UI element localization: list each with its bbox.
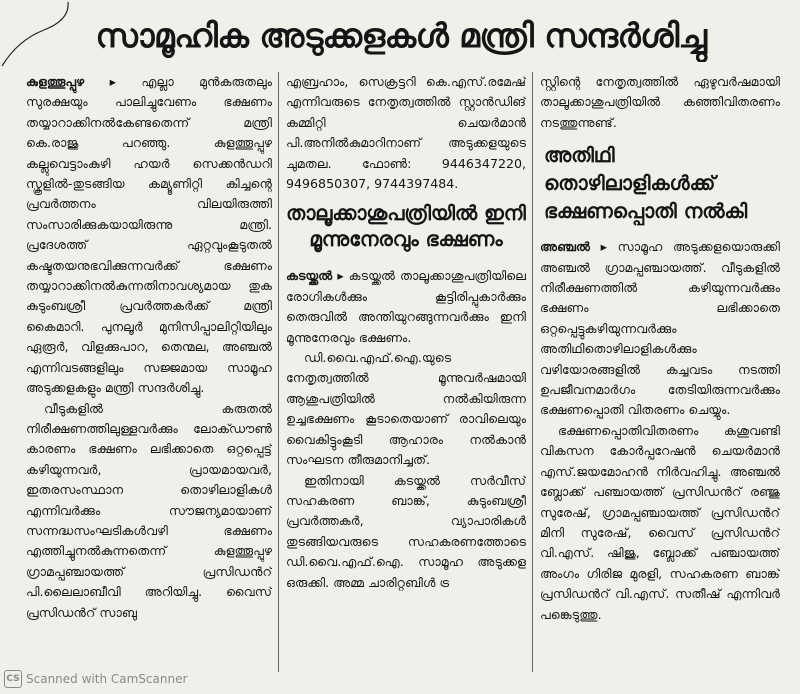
story3-paragraph: ഭക്ഷണപ്പൊതിവിതരണം കശുവണ്ടി വികസന കോർപ്പറേഷൻ ചെയർമാൻ എസ്.ജയമോഹൻ നിർവഹിച്ചു. അഞ്ചൽ ബ്ലോക്ക് പഞ്ചായത്ത് പ്രസിഡൻറ് രഞ്ജു സുരേഷ്, ഗ്രാമപ്പഞ്ചായത്ത് പ്രസിഡൻറ് മിനി സുരേഷ്, വൈസ് പ്രസിഡൻറ് വി.എസ്. ഷിജു, ബ്ലോക്ക് പഞ്ചായത്ത് അംഗം ഗിരിജ മുരളി, സഹകരണ ബാങ്ക് പ്രസിഡൻറ് വി.എസ്. സതീഷ് എന്നിവർ പങ്കെടുത്തു. (540, 422, 780, 622)
camscanner-icon: CS (4, 670, 22, 688)
story3-lead (540, 237, 780, 421)
story3-paragraph: സാമൂഹ അടുക്കളയൊരുക്കി അഞ്ചൽ ഗ്രാമപ്പഞ്ചായത്ത്. വീടുകളിൽ നിരീക്ഷണത്തിൽ കഴിയുന്നവർക്കും ഭക്ഷണം ലഭിക്കാതെ ഒറ്റപ്പെട്ടുകഴിയുന്നവർക്കും അതിഥിതൊഴിലാളികൾക്കും വഴിയോരങ്ങളിൽ കച്ചവടം നടത്തി ഉപജീവനമാർഗം തേടിയിരുന്നവർക്കും ഭക്ഷണപ്പൊതി വിതരണം ചെയ്യും. (540, 239, 780, 418)
story3-continued: സ്റ്റിന്റെ നേതൃത്വത്തിൽ ഏഴുവർഷമായി താലൂക്കാശുപത്രിയിൽ കഞ്ഞിവിതരണം നടത്തുന്നുണ്ട്. (540, 74, 780, 130)
story2-paragraph: കടയ്ക്കൽ താലൂക്കാശുപത്രിയിലെ രോഗികൾക്കും കൂട്ടിരിപ്പുകാർക്കും തെരുവിൽ അന്തിയുറങ്ങുന്നവർക്കും ഇനി മൂന്നുനേരവും ഭക്ഷണം. (286, 268, 526, 345)
story2-continued: എബ്രഹാം, സെക്രട്ടറി കെ.എസ്.രമേഷ് എന്നിവരുടെ നേതൃത്വത്തിൽ സ്റ്റാൻഡിങ് കമ്മിറ്റി ചെയർമാൻ പി.അനിൽകുമാറിനാണ് അടുക്കളയുടെ ചുമതല. ഫോൺ: 9446347220, 9496850307, 9744397484. (286, 74, 526, 192)
story3-subhead: അതിഥി തൊഴിലാളികൾക്ക് ഭക്ഷണപ്പൊതി നൽകി (544, 143, 748, 224)
arrow-icon: ▸ (600, 239, 618, 255)
story2-dateline: കടയ്ക്കൽ (286, 268, 333, 284)
story3-column (540, 72, 780, 662)
story1-dateline: കുളത്തൂപ്പുഴ (26, 74, 85, 89)
arrow-icon: ▸ (337, 268, 349, 284)
story2-column (286, 72, 526, 662)
cropped-left-margin (6, 82, 20, 672)
column-divider (278, 72, 279, 672)
story3-dateline: അഞ്ചൽ (540, 239, 591, 255)
story2-paragraph: ഇതിനായി കടയ്ക്കൽ സർവീസ് സഹകരണ ബാങ്ക്, കുടുംബശ്രീ പ്രവർത്തകർ, വ്യാപാരികൾ തുടങ്ങിയവരുടെ സഹകരണത്തോടെ ഡി.വൈ.എഫ്.ഐ. സാമൂഹ അടുക്കള ഒരുക്കി. അമ്മ ചാരിറ്റബിൾ ട്ര (286, 472, 526, 590)
column-divider (532, 72, 533, 672)
story2-paragraph: ഡി.വൈ.എഫ്.ഐ.യുടെ നേതൃത്വത്തിൽ മൂന്നുവർഷമായി ആശുപത്രിയിൽ നൽകിയിരുന്ന ഉച്ചഭക്ഷണം കൂടാതെയാണ് രാവിലെയും വൈകിട്ടുംകൂടി ആഹാരം നൽകാൻ സംഘടന തീരുമാനിച്ചത്. (286, 350, 526, 468)
watermark-text: Scanned with CamScanner (26, 672, 188, 686)
page-headline: സാമൂഹിക അടുക്കളകൾ മന്ത്രി സന്ദർശിച്ചു (95, 16, 707, 55)
story1-lead (26, 72, 272, 399)
story1-paragraph: വീടുകളിൽ കരുതൽ നിരീക്ഷണത്തിലുള്ളവർക്കും ലോക്ഡൗൺ കാരണം ഭക്ഷണം ലഭിക്കാതെ ഒറ്റപ്പെട്ട് കഴിയുന്നവർ, പ്രായമായവർ, ഇതരസംസ്ഥാന തൊഴിലാളികൾ എന്നിവർക്കും സൗജന്യമായാണ് സന്നദ്ധസംഘടികൾവഴി ഭക്ഷണം എത്തിച്ചുനൽകുന്നതെന്ന് കുളത്തൂപ്പുഴ ഗ്രാമപ്പഞ്ചായത്ത് പ്രസിഡൻറ് പി.ലൈലാബീവി അറിയിച്ചു. വൈസ് പ്രസിഡൻറ് സാബു (26, 400, 272, 620)
story1-paragraph: എല്ലാ മുൻകരുതലും സുരക്ഷയും പാലിച്ചുവേണം ഭക്ഷണം തയ്യാറാക്കിനൽകേണ്ടതെന്ന് മന്ത്രി കെ.രാജു പറഞ്ഞു. കുളത്തൂപ്പുഴ കല്ലുവെട്ടാംകുഴി ഹയർ സെക്കൻഡറി സ്കൂളിൽ-തുടങ്ങിയ കമ്യൂണിറ്റി കിച്ചന്റെ പ്രവർത്തനം വിലയിരുത്തി സംസാരിക്കുകയായിരുന്നു മന്ത്രി. പ്രദേശത്ത് ഏറ്റവുംകൂടുതൽ കഷ്ടതയനുഭവിക്കുന്നവർക്ക് ഭക്ഷണം തയ്യാറാക്കിനൽകുന്നതിനാവശ്യമായ തുക കുടുംബശ്രീ പ്രവർത്തകർക്ക് മന്ത്രി കൈമാറി. പുനലൂർ മുനിസിപ്പാലിറ്റിയിലും ഏരൂർ, വിളക്കുപാറ, തെന്മല, അഞ്ചൽ എന്നിവടങ്ങളിലും സജ്ജമായ സാമൂഹ അടുക്കളകളും മന്ത്രി സന്ദർശിച്ചു. (26, 74, 272, 396)
arrow-icon: ▸ (109, 74, 142, 89)
scanner-watermark (4, 668, 187, 690)
story1-column (26, 72, 272, 662)
story2-subhead: താലൂക്കാശുപത്രിയിൽ ഇനി മൂന്നുനേരവും ഭക്ഷണം (286, 201, 526, 252)
story2-lead (286, 266, 526, 348)
